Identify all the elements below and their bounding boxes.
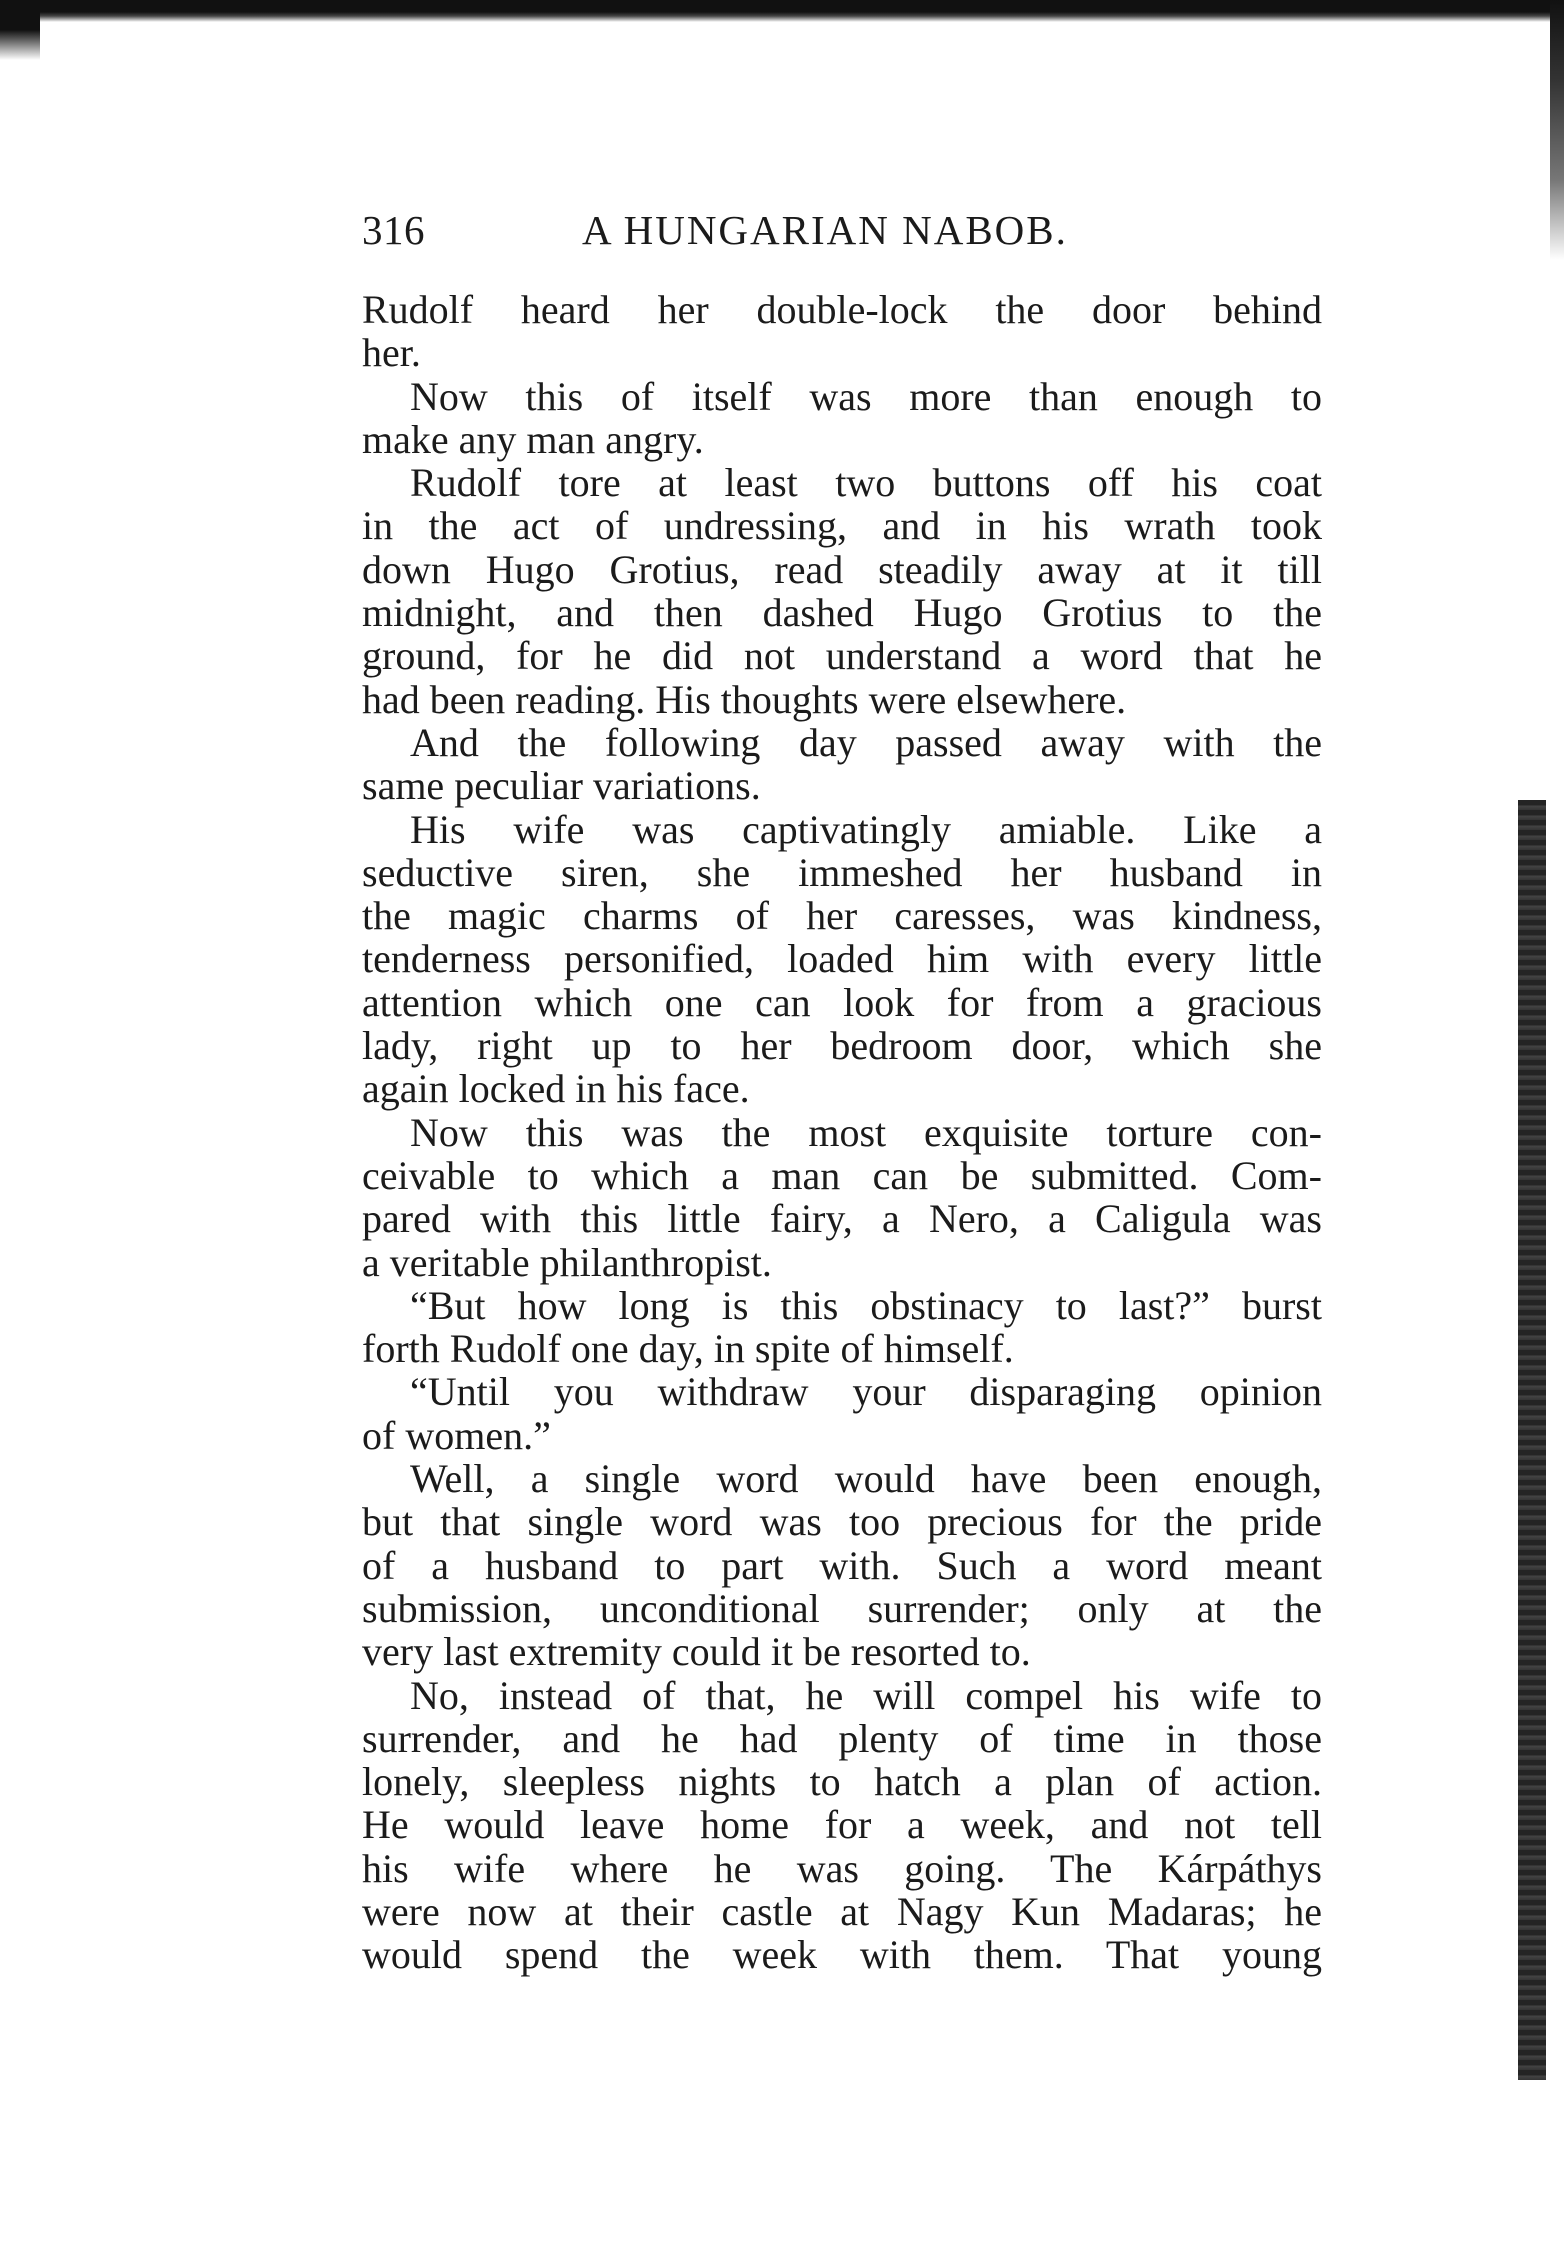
text-line: pared with this little fairy, a Nero, a Caligula was (362, 1196, 1322, 1242)
text-line: ground, for he did not understand a word that he (362, 633, 1322, 679)
scan-edge-corner (0, 0, 40, 60)
text-line: would spend the week with them. That young (362, 1932, 1322, 1978)
page-number: 316 (362, 207, 425, 253)
text-line: very last extremity could it be resorted to. (362, 1629, 1031, 1675)
text-line: Now this of itself was more than enough to (410, 373, 1322, 419)
text-line: lonely, sleepless nights to hatch a plan of action. (362, 1759, 1322, 1805)
text-line: attention which one can look for from a gracious (362, 979, 1322, 1025)
text-line: Rudolf heard her double-lock the door behind (362, 287, 1322, 332)
text-line: surrender, and he had plenty of time in those (362, 1715, 1322, 1761)
scan-edge-right-upper (1550, 0, 1564, 260)
text-line: “Until you withdraw your disparaging opinion (410, 1369, 1322, 1415)
text-line: the magic charms of her caresses, was kindness, (362, 893, 1322, 939)
text-line: seductive siren, she immeshed her husband in (362, 849, 1322, 895)
text-line: Now this was the most exquisite torture con- (410, 1109, 1322, 1155)
text-line: He would leave home for a week, and not tell (362, 1802, 1322, 1848)
text-line: in the act of undressing, and in his wrath took (362, 503, 1322, 549)
text-line: midnight, and then dashed Hugo Grotius to the (362, 590, 1322, 636)
text-line: down Hugo Grotius, read steadily away at it till (362, 546, 1322, 592)
text-line: had been reading. His thoughts were elsewhere. (362, 676, 1127, 722)
text-line: a veritable philanthropist. (362, 1239, 772, 1285)
running-title: A HUNGARIAN NABOB. (582, 207, 1068, 253)
scan-edge-top (0, 0, 1564, 22)
text-line: His wife was captivatingly amiable. Like a (410, 806, 1322, 852)
text-line: again locked in his face. (362, 1066, 750, 1112)
text-line: “But how long is this obstinacy to last?” burst (410, 1282, 1322, 1328)
text-line: but that single word was too precious for the pride (362, 1499, 1322, 1545)
scan-edge-right (1518, 800, 1546, 2080)
text-line: make any man angry. (362, 416, 704, 462)
text-line: of women.” (362, 1412, 551, 1458)
text-line: were now at their castle at Nagy Kun Madaras; he (362, 1888, 1322, 1934)
text-line: Well, a single word would have been enough, (410, 1456, 1322, 1502)
text-line: same peculiar variations. (362, 763, 761, 809)
text-line: And the following day passed away with the (410, 719, 1322, 765)
text-line: his wife where he was going. The Kárpáthys (362, 1845, 1322, 1891)
text-line: of a husband to part with. Such a word meant (362, 1542, 1322, 1588)
text-line: ceivable to which a man can be submitted. Com- (362, 1152, 1322, 1198)
text-line: Rudolf tore at least two buttons off his coat (410, 460, 1322, 506)
body-text (362, 288, 1322, 1977)
text-line: lady, right up to her bedroom door, which she (362, 1023, 1322, 1069)
text-line: forth Rudolf one day, in spite of himself. (362, 1326, 1014, 1372)
text-line: submission, unconditional surrender; only at the (362, 1585, 1322, 1631)
text-line: tenderness personified, loaded him with every little (362, 936, 1322, 982)
text-line: No, instead of that, he will compel his wife to (410, 1672, 1322, 1718)
page-header (362, 200, 1372, 260)
text-line: her. (362, 330, 421, 376)
